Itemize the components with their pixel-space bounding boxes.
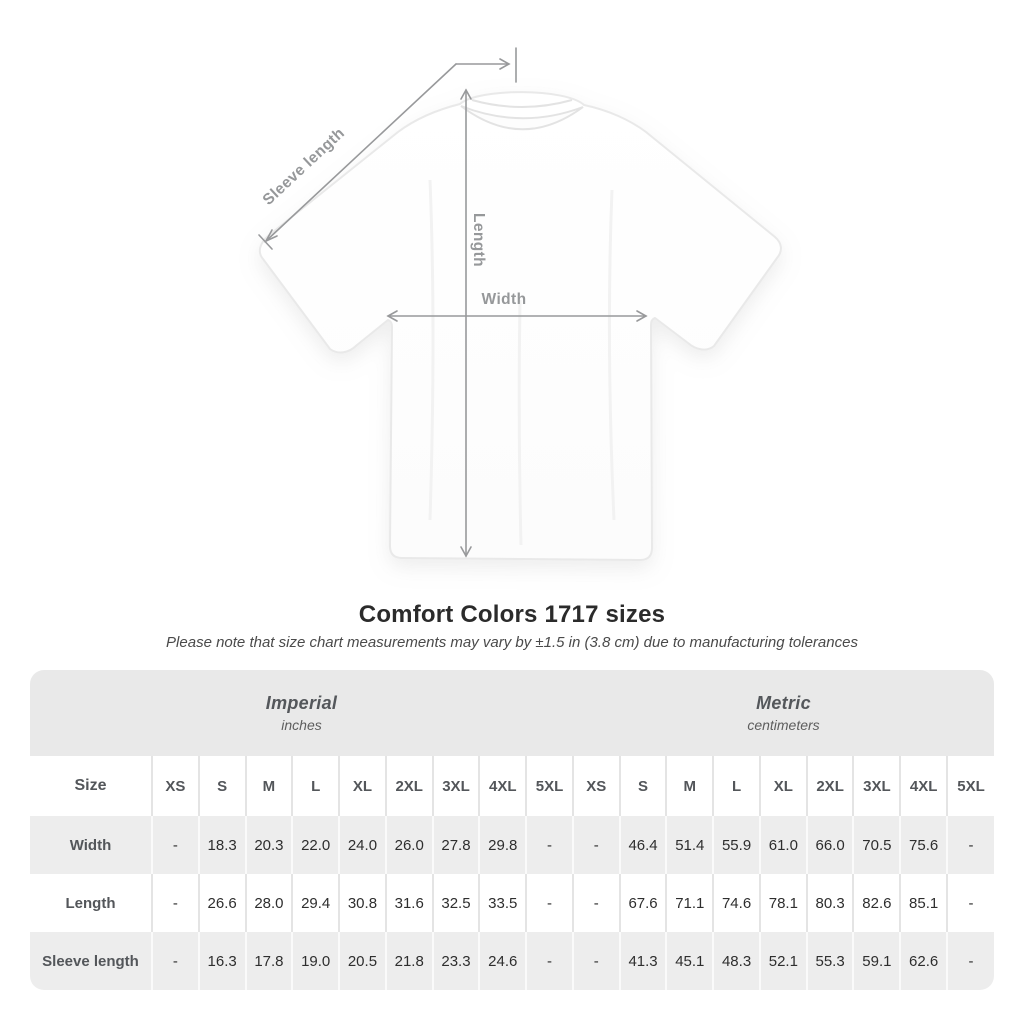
size-col-header: 4XL — [479, 756, 526, 816]
metric-section — [573, 670, 994, 756]
size-col-header: 2XL — [386, 756, 433, 816]
table-cell: 23.3 — [433, 932, 480, 990]
table-header-row — [30, 756, 994, 816]
row-label: Length — [65, 894, 116, 912]
size-chart-title: Comfort Colors 1717 sizes — [358, 601, 666, 628]
table-cell: - — [526, 816, 573, 874]
table-cell: 22.0 — [292, 816, 339, 874]
table-cell: 24.0 — [339, 816, 386, 874]
table-cell: 16.3 — [199, 932, 246, 990]
size-col-header: 5XL — [947, 756, 994, 816]
table-cell: 46.4 — [620, 816, 667, 874]
table-cell: 75.6 — [900, 816, 947, 874]
table-cell: 28.0 — [246, 874, 293, 932]
size-col-header: 2XL — [807, 756, 854, 816]
table-cell: - — [526, 874, 573, 932]
table-cell: 80.3 — [807, 874, 854, 932]
sleeve-length-label: Sleeve length — [259, 124, 349, 209]
table-cell: 30.8 — [339, 874, 386, 932]
table-row — [30, 874, 994, 932]
table-cell: - — [947, 874, 994, 932]
size-chart-card — [30, 670, 994, 990]
table-cell: 74.6 — [713, 874, 760, 932]
table-cell: 59.1 — [853, 932, 900, 990]
size-col-header: S — [199, 756, 246, 816]
table-cell: - — [152, 932, 199, 990]
tolerance-note: Please note that size chart measurements may vary by ±1.5 in (3.8 cm) due to manufacturing tolerances — [166, 634, 858, 651]
table-cell: 67.6 — [620, 874, 667, 932]
table-cell: 21.8 — [386, 932, 433, 990]
size-col-header: 5XL — [526, 756, 573, 816]
table-cell: 31.6 — [386, 874, 433, 932]
table-cell: - — [573, 932, 620, 990]
metric-section-unit: centimeters — [747, 717, 820, 733]
table-cell: - — [947, 816, 994, 874]
table-cell: - — [526, 932, 573, 990]
size-col-header: 4XL — [900, 756, 947, 816]
table-cell: 82.6 — [853, 874, 900, 932]
table-cell: 51.4 — [666, 816, 713, 874]
table-cell: 32.5 — [433, 874, 480, 932]
size-col-header: S — [620, 756, 667, 816]
table-cell: - — [152, 816, 199, 874]
size-table — [30, 756, 994, 990]
imperial-section-unit: inches — [281, 717, 322, 733]
table-cell: 26.6 — [199, 874, 246, 932]
width-label: Width — [481, 291, 527, 308]
table-cell: - — [152, 874, 199, 932]
table-cell: 52.1 — [760, 932, 807, 990]
table-cell: - — [947, 932, 994, 990]
table-cell: - — [573, 816, 620, 874]
table-cell: 55.9 — [713, 816, 760, 874]
table-cell: 24.6 — [479, 932, 526, 990]
table-cell: 29.4 — [292, 874, 339, 932]
table-cell: 66.0 — [807, 816, 854, 874]
table-cell: 20.5 — [339, 932, 386, 990]
size-col-header: XL — [339, 756, 386, 816]
table-cell: 33.5 — [479, 874, 526, 932]
table-cell: 20.3 — [246, 816, 293, 874]
size-col-header: XL — [760, 756, 807, 816]
size-col-header: L — [713, 756, 760, 816]
table-cell: 71.1 — [666, 874, 713, 932]
table-cell: 29.8 — [479, 816, 526, 874]
table-row — [30, 816, 994, 874]
tshirt-shape — [260, 92, 781, 560]
table-cell: 78.1 — [760, 874, 807, 932]
size-col-header: M — [666, 756, 713, 816]
table-cell: 85.1 — [900, 874, 947, 932]
table-cell: 19.0 — [292, 932, 339, 990]
table-cell: 48.3 — [713, 932, 760, 990]
table-cell: 41.3 — [620, 932, 667, 990]
unit-band — [30, 670, 994, 756]
size-col-header: M — [246, 756, 293, 816]
table-cell: 45.1 — [666, 932, 713, 990]
size-col-header: 3XL — [433, 756, 480, 816]
table-cell: 17.8 — [246, 932, 293, 990]
table-cell: 27.8 — [433, 816, 480, 874]
row-label: Sleeve length — [42, 952, 139, 970]
size-col-header: L — [292, 756, 339, 816]
length-label: Length — [470, 212, 487, 268]
table-cell: 62.6 — [900, 932, 947, 990]
imperial-section-title: Imperial — [265, 693, 338, 713]
size-col-header: XS — [573, 756, 620, 816]
table-body — [30, 816, 994, 990]
row-label: Width — [69, 836, 112, 854]
table-cell: 61.0 — [760, 816, 807, 874]
table-cell: 26.0 — [386, 816, 433, 874]
table-cell: 18.3 — [199, 816, 246, 874]
table-cell: - — [573, 874, 620, 932]
table-row — [30, 932, 994, 990]
table-cell: 70.5 — [853, 816, 900, 874]
size-col-header: XS — [152, 756, 199, 816]
size-column-header: Size — [74, 777, 107, 794]
metric-section-title: Metric — [756, 693, 811, 713]
imperial-section — [30, 670, 573, 756]
size-col-header: 3XL — [853, 756, 900, 816]
table-cell: 55.3 — [807, 932, 854, 990]
